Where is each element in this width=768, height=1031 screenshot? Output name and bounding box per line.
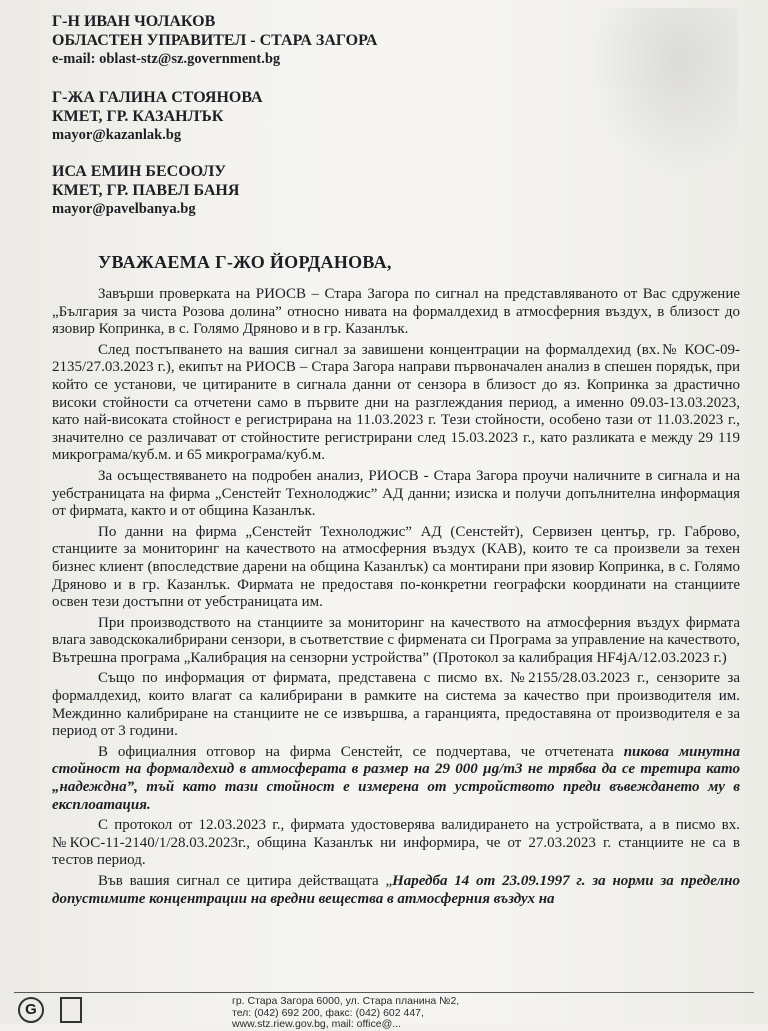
letter-greeting: УВАЖАЕМА Г-ЖО ЙОРДАНОВА, xyxy=(98,252,392,272)
footer-logos xyxy=(18,997,82,1023)
paragraph: След постъпването на вашия сигнал за завишени концентрации на формалдехид (вх.№ КОС-09-2135/27.03.2023 г.), екипът на РИОСВ – Стара Загора направи първоначален анализ в спешен порядък, при който се установи, че цитираните в сигнала данни от сензора в близост до яз. Копринка за драстично високи стойности са отчетени само в първите дни на разглеждания период, а именно 09.03-13.03.2023, като най-високата стойност е регистрирана на 11.03.2023 г. Тези стойности, особено тази от 11.03.2023 г., значително се различават от стойностите регистрирани след 15.03.2023 г., като разликата е между 29 119 микрограма/куб.м. и 65 микрограма/куб.м. xyxy=(52,341,740,464)
recipient-block-1 xyxy=(52,12,377,69)
recipient-name: Г-Н ИВАН ЧОЛАКОВ xyxy=(52,13,216,30)
paragraph-text: Във вашия сигнал се цитира действащата „ xyxy=(98,873,393,889)
italic-quote: пикова минутна стойност на формалдехид в атмосферата в размер на 29 000 µg/m3 не трябва да се третира като „надеждна”, тъй като тази стойност е измерена от устройството преди въвеждането му в експлоатация. xyxy=(52,743,740,813)
recipient-email: mayor@kazanlak.bg xyxy=(52,127,182,143)
recipient-title: КМЕТ, ГР. КАЗАНЛЪК xyxy=(52,108,224,125)
letter-body xyxy=(52,286,740,908)
recipient-block-2 xyxy=(52,88,263,145)
paper-fold-shading xyxy=(588,8,738,178)
footer-address: гр. Стара Загора 6000, ул. Стара планина №2, xyxy=(232,995,460,1007)
footer-contacts xyxy=(232,996,502,1031)
paragraph: С протокол от 12.03.2023 г., фирмата удостоверява валидирането на устройствата, а в писмо вх. №КОС-11-2140/1/28.03.2023г., община Казанлък ни информира, че от 27.03.2023 г. станциите не са в тестов период. xyxy=(52,817,740,869)
recipient-name: ИСА ЕМИН БЕСООЛУ xyxy=(52,163,226,180)
paragraph-text: В официалния отговор на фирма Сенстейт, се подчертава, че отчетената xyxy=(98,743,624,760)
recipient-title: КМЕТ, ГР. ПАВЕЛ БАНЯ xyxy=(52,182,240,199)
paragraph: При производството на станциите за мониторинг на качеството на атмосферния въздух фирмата влага заводскокалибрирани сензори, в съответствие с фирмената си Програма за управление на качеството, Вътрешна програма „Калибрация на сензорни устройства” (Протокол за калибрация HF4jA/12.03.2023 г.) xyxy=(52,614,740,666)
footer-divider xyxy=(14,992,754,993)
paragraph: За осъществяването на подробен анализ, РИОСВ - Стара Загора проучи наличните в сигнала и на уебстраницата на фирма „Сенстейт Технолоджис” АД данни; изиска и получи допълнителна информация от фирмата, както и от община Казанлък. xyxy=(52,467,740,520)
paragraph xyxy=(52,873,740,908)
footer-web: www.stz.riew.gov.bg, mail: office@... xyxy=(232,1018,401,1030)
recipient-name: Г-ЖА ГАЛИНА СТОЯНОВА xyxy=(52,89,263,106)
recipient-block-3 xyxy=(52,162,239,219)
certification-logo: G xyxy=(18,997,44,1023)
paragraph: По данни на фирма „Сенстейт Технолоджис” АД (Сенстейт), Сервизен център, гр. Габрово, станциите за мониторинг на качеството на атмосферния въздух (КАВ), които те са произвели за техен бизнес клиент (впоследствие дарени на община Казанлък) са монтирани при язовир Копринка, в с. Голямо Дряново и в гр. Казанлък. Фирмата не предоставя по-конкретни географски координати на станциите освен тези достъпни от уебстраницата им. xyxy=(52,523,740,611)
italic-quote: Наредба 14 от 23.09.1997 г. за норми за пределно допустимите концентрации на вредни вещества в атмосферния въздух на xyxy=(52,873,740,907)
paragraph: Завърши проверката на РИОСВ – Стара Загора по сигнал на представляваното от Вас сдружение „България за чиста Розова долина” относно нивата на формалдехид в атмосферния въздух, в близост до язовир Копринка, в с. Голямо Дряново и в гр. Казанлък. xyxy=(52,286,740,338)
paragraph: Също по информация от фирмата, представена с писмо вх. №2155/28.03.2023 г., сензорите за формалдехид, които влагат са калибрирани в рамките на система за качество при производителя им. Междинно калибриране на станциите не се извършва, а гаранцията, предоставяна от производителя е за период от 3 години. xyxy=(52,670,740,740)
recipient-email: mayor@pavelbanya.bg xyxy=(52,201,196,217)
emblem-logo xyxy=(60,997,82,1023)
paragraph xyxy=(52,744,740,814)
footer-phone: тел: (042) 692 200, факс: (042) 602 447, xyxy=(232,1006,424,1019)
recipient-email: e-mail: oblast-stz@sz.government.bg xyxy=(52,51,281,67)
recipient-title: ОБЛАСТЕН УПРАВИТЕЛ - СТАРА ЗАГОРА xyxy=(52,32,378,49)
